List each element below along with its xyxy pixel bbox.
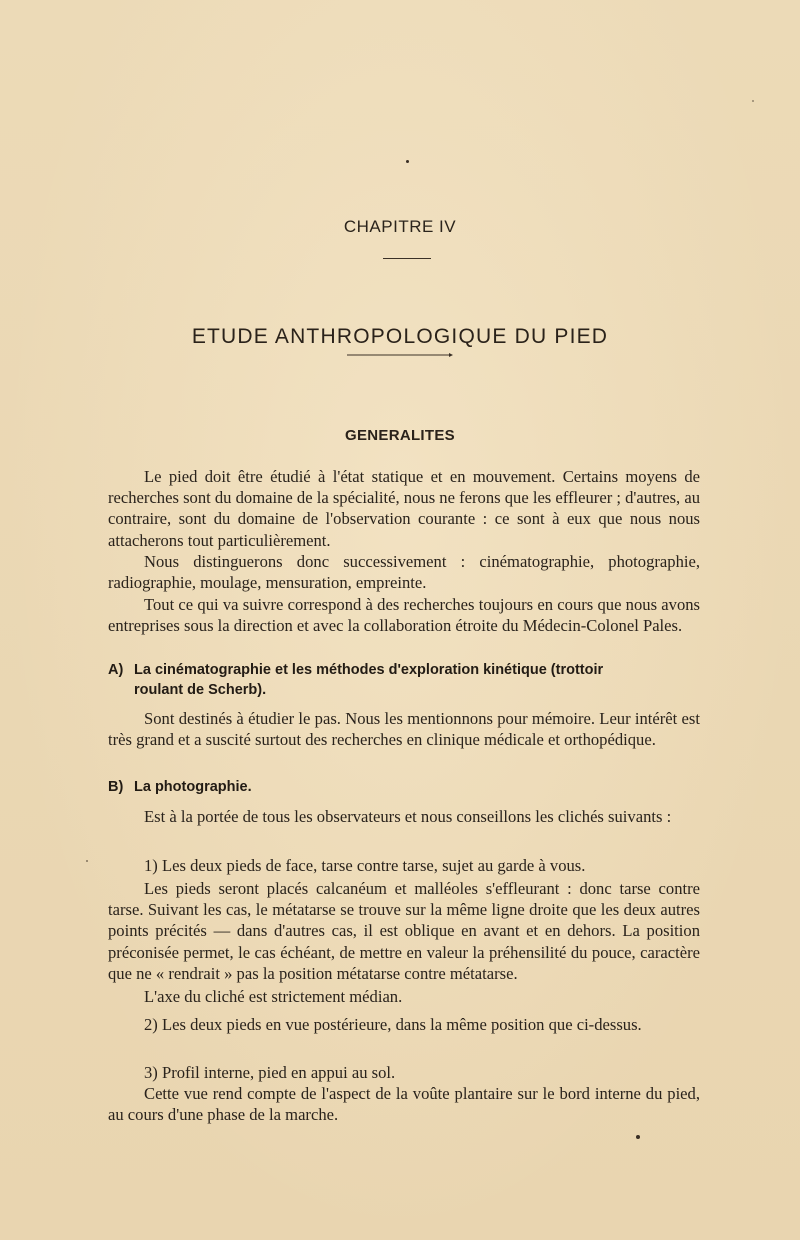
section-b-heading xyxy=(108,777,708,797)
section-b-letter: B) xyxy=(108,779,124,795)
section-b-item-1-axis: L'axe du cliché est strictement médian. xyxy=(144,987,403,1006)
section-b-intro: Est à la portée de tous les observateurs et nous conseillons les clichés suivants : xyxy=(144,807,672,826)
section-b-item-3-detail: Cette vue rend compte de l'aspect de la voûte plantaire sur le bord interne du pied, au cours d'une phase de la marche. xyxy=(108,1084,700,1125)
paragraph-methods: Nous distinguerons donc successivement : cinématographie, photographie, radiographie, moulage, mensuration, empreinte. xyxy=(108,552,700,593)
title-ornament-rule xyxy=(345,352,453,358)
section-a-text: Sont destinés à étudier le pas. Nous les mentionnons pour mémoire. Leur intérêt est très grand et a suscité surtout des recherches en clinique médicale et orthopédique. xyxy=(108,709,700,750)
section-b-item-1: 1) Les deux pieds de face, tarse contre tarse, sujet au garde à vous. xyxy=(144,856,586,875)
section-b-title: La photographie. xyxy=(134,779,252,795)
chapter-rule xyxy=(383,258,431,259)
paper-speck xyxy=(406,160,409,163)
paragraph-intro: Le pied doit être étudié à l'état statique et en mouvement. Certains moyens de recherches sont du domaine de la spécialité, nous ne ferons que les effleurer ; d'autres, au contraire, sont du domaine de l'observation courante : ce sont à eux que nous nous attacherons tout particulièrement. xyxy=(108,467,700,550)
paper-speck xyxy=(86,860,88,862)
section-a-title-cont: roulant de Scherb). xyxy=(134,682,267,698)
section-b-item-2: 2) Les deux pieds en vue postérieure, dans la même position que ci-dessus. xyxy=(144,1015,642,1034)
section-b-item-1-detail: Les pieds seront placés calcanéum et malléoles s'effleurant : donc tarse contre tarse. Suivant les cas, le métatarse se trouve sur la même ligne droite que les deux autres points précités — dans d'autres cas, il est oblique en avant et en dehors. La position préconisée permet, le cas échéant, de mettre en valeur la préhensilité du pouce, caractère que ne « rendrait » pas la position métatarse contre métatarse. xyxy=(108,879,700,983)
section-heading: GENERALITES xyxy=(345,427,455,444)
section-a-letter: A) xyxy=(108,662,124,678)
section-a-title: La cinématographie et les méthodes d'exploration kinétique (trottoir xyxy=(134,662,604,678)
page-title: ETUDE ANTHROPOLOGIQUE DU PIED xyxy=(191,325,609,348)
section-b-item-3: 3) Profil interne, pied en appui au sol. xyxy=(144,1063,396,1082)
paper-speck xyxy=(752,100,754,102)
section-a-heading xyxy=(108,660,708,700)
chapter-label: CHAPITRE IV xyxy=(343,217,457,236)
paragraph-research: Tout ce qui va suivre correspond à des recherches toujours en cours que nous avons entreprises sous la direction et avec la collaboration étroite du Médecin-Colonel Pales. xyxy=(108,595,700,636)
paper-speck xyxy=(636,1135,640,1139)
